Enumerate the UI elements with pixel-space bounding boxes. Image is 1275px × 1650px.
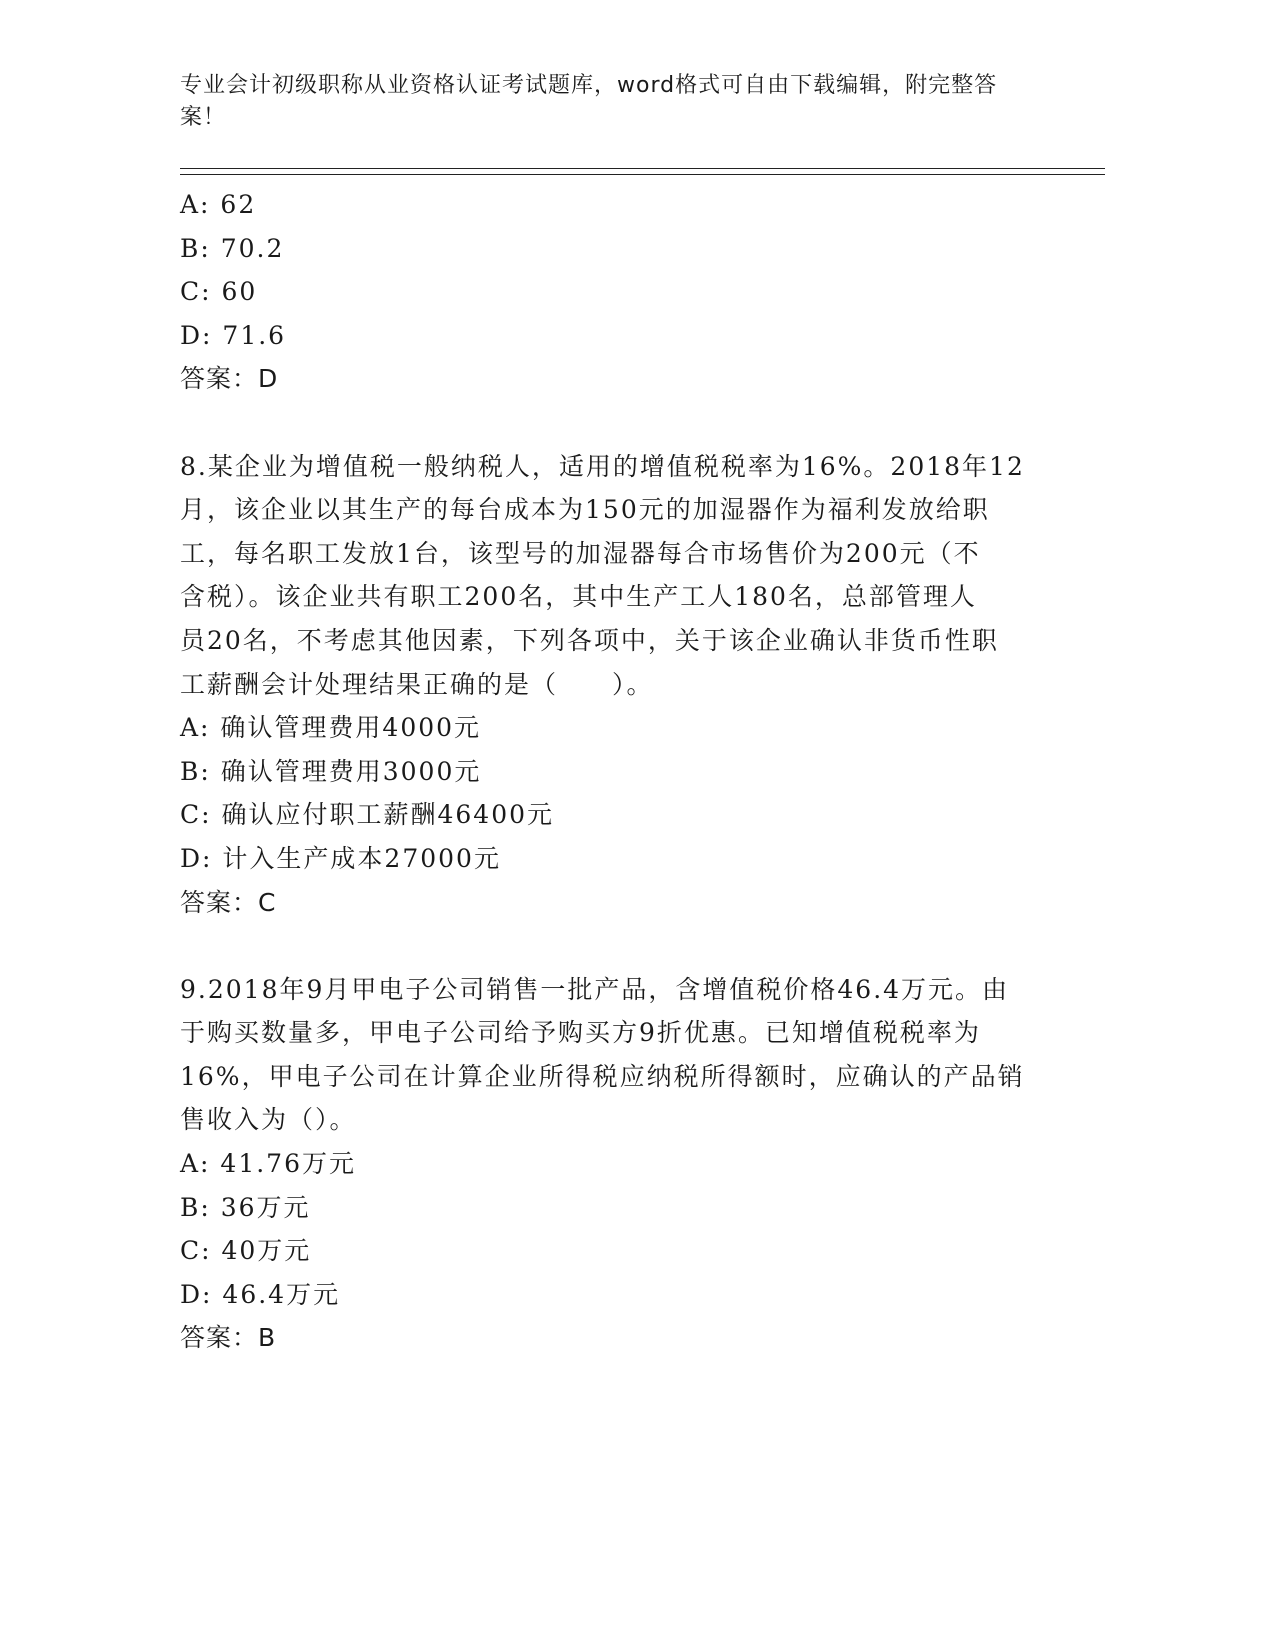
q8-option-d: D: 计入生产成本27000元 bbox=[180, 843, 501, 873]
q8-stem-line-2: 月，该企业以其生产的每台成本为150元的加湿器作为福利发放给职 bbox=[180, 495, 990, 525]
q8-option-b: B: 确认管理费用3000元 bbox=[180, 756, 482, 786]
spacer bbox=[180, 401, 1040, 445]
question-9-options bbox=[180, 1142, 1040, 1316]
header-line-2: 案！ bbox=[180, 105, 227, 130]
question-7-options bbox=[180, 183, 1040, 357]
q8-stem-line-4: 含税）。该企业共有职工200名，其中生产工人180名，总部管理人 bbox=[180, 582, 977, 612]
q7-answer: 答案：D bbox=[180, 364, 279, 394]
q9-option-c: C: 40万元 bbox=[180, 1236, 312, 1266]
q7-option-c: C: 60 bbox=[180, 277, 258, 307]
question-content bbox=[180, 183, 1040, 1360]
q9-option-d: D: 46.4万元 bbox=[180, 1279, 341, 1309]
q8-stem-line-1: 8.某企业为增值税一般纳税人，适用的增值税税率为16%。2018年12 bbox=[180, 451, 1025, 481]
q9-stem-line-4: 售收入为（）。 bbox=[180, 1105, 357, 1135]
q8-answer: 答案：C bbox=[180, 887, 277, 917]
q9-option-a: A: 41.76万元 bbox=[180, 1149, 356, 1179]
q7-option-b: B: 70.2 bbox=[180, 233, 285, 263]
q8-stem-line-6: 工薪酬会计处理结果正确的是（ ）。 bbox=[180, 669, 654, 699]
q9-stem-line-3: 16%，甲电子公司在计算企业所得税应纳税所得额时，应确认的产品销 bbox=[180, 1061, 1025, 1091]
q9-option-b: B: 36万元 bbox=[180, 1192, 311, 1222]
q8-stem-line-5: 员20名，不考虑其他因素，下列各项中，关于该企业确认非货币性职 bbox=[180, 625, 999, 655]
question-8-options bbox=[180, 706, 1040, 880]
header-line-1: 专业会计初级职称从业资格认证考试题库，word格式可自由下载编辑，附完整答 bbox=[180, 73, 998, 98]
header-divider-bottom bbox=[180, 174, 1105, 175]
q9-stem-line-2: 于购买数量多，甲电子公司给予购买方9折优惠。已知增值税税率为 bbox=[180, 1018, 981, 1048]
q8-stem-line-3: 工，每名职工发放1台，该型号的加湿器每合市场售价为200元（不 bbox=[180, 538, 981, 568]
header-divider-top bbox=[180, 168, 1105, 169]
q8-option-a: A: 确认管理费用4000元 bbox=[180, 713, 482, 743]
q8-option-c: C: 确认应付职工薪酬46400元 bbox=[180, 800, 555, 830]
spacer bbox=[180, 924, 1040, 968]
question-8-stem bbox=[180, 445, 1040, 707]
header-note bbox=[180, 70, 1040, 134]
q9-stem-line-1: 9.2018年9月甲电子公司销售一批产品，含增值税价格46.4万元。由 bbox=[180, 974, 1010, 1004]
q7-option-a: A: 62 bbox=[180, 190, 257, 219]
q9-answer: 答案：B bbox=[180, 1323, 277, 1353]
q7-option-d: D: 71.6 bbox=[180, 320, 287, 350]
question-9-stem bbox=[180, 968, 1040, 1142]
